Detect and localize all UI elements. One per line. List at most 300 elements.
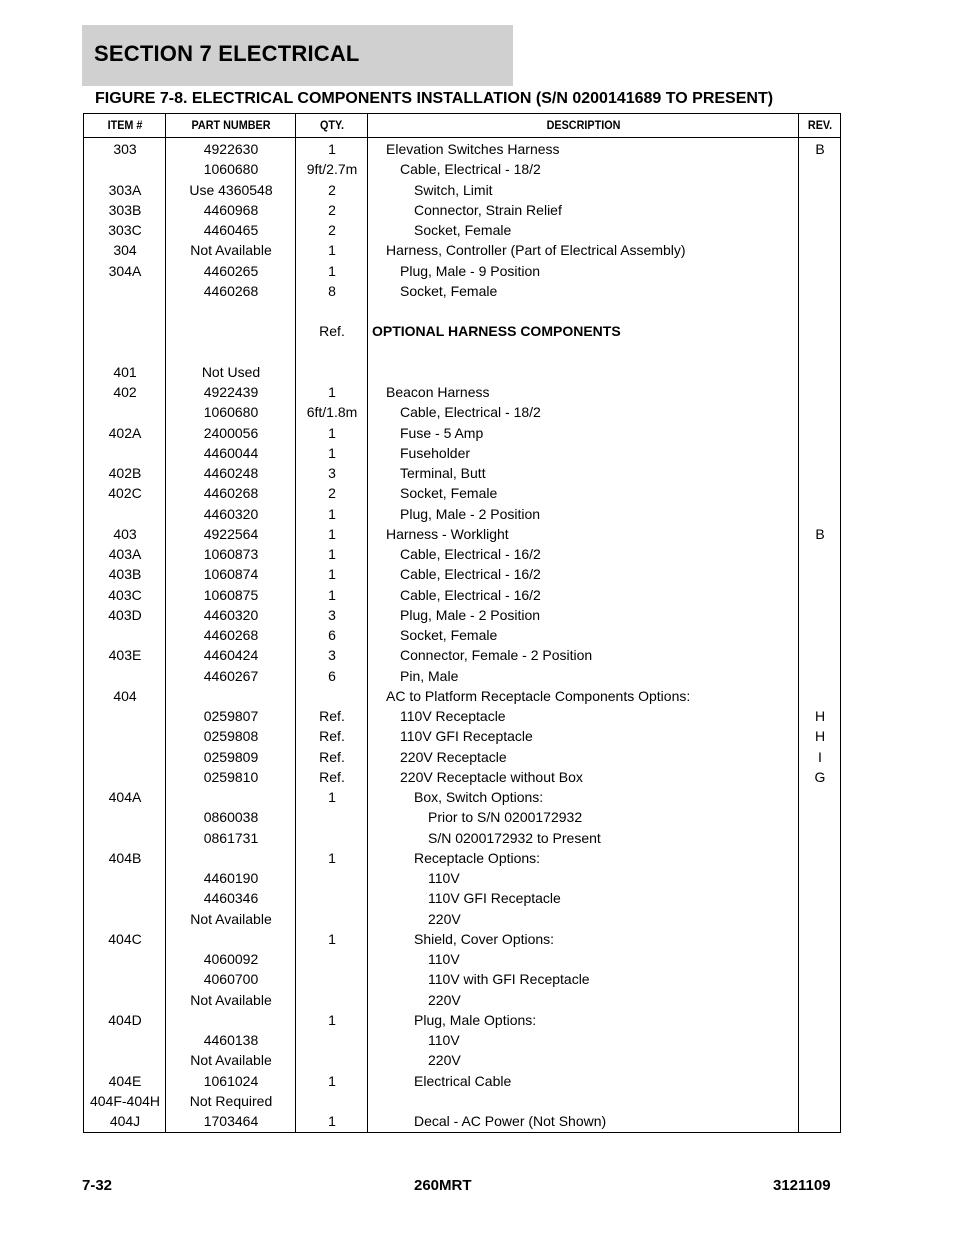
quantity: 6 bbox=[328, 627, 336, 643]
part-number bbox=[166, 787, 296, 807]
description: Harness, Controller (Part of Electrical Assembly) bbox=[386, 242, 686, 259]
description: Box, Switch Options: bbox=[414, 789, 544, 805]
quantity bbox=[296, 828, 368, 848]
part-number: 4460968 bbox=[203, 201, 259, 218]
table-row bbox=[84, 1071, 840, 1091]
quantity: 1 bbox=[328, 849, 336, 866]
part-number: Not Available bbox=[190, 1052, 272, 1069]
part-number: Use 4360548 bbox=[189, 181, 273, 198]
item-number bbox=[84, 321, 166, 341]
revision bbox=[799, 990, 841, 1010]
item-number: 403E bbox=[108, 647, 142, 664]
table-row bbox=[84, 990, 840, 1010]
description: Cable, Electrical - 18/2 bbox=[400, 161, 541, 178]
description: Prior to S/N 0200172932 bbox=[428, 809, 583, 826]
table-row bbox=[84, 220, 840, 240]
table-row bbox=[84, 504, 840, 524]
part-number: 2400056 bbox=[203, 424, 259, 441]
description: 220V bbox=[428, 1052, 461, 1069]
part-number: 1060873 bbox=[203, 546, 259, 562]
item-number: 303B bbox=[108, 201, 142, 218]
quantity bbox=[296, 868, 368, 888]
revision bbox=[799, 888, 841, 908]
revision bbox=[799, 807, 841, 827]
description: Connector, Female - 2 Position bbox=[400, 647, 593, 664]
revision bbox=[799, 402, 841, 422]
table-row bbox=[84, 645, 840, 665]
revision bbox=[799, 463, 841, 483]
item-number: 402C bbox=[108, 485, 142, 502]
table-row bbox=[84, 139, 840, 159]
description: Cable, Electrical - 16/2 bbox=[400, 546, 541, 562]
quantity bbox=[296, 1091, 368, 1111]
quantity bbox=[296, 888, 368, 908]
quantity: 3 bbox=[328, 647, 336, 664]
table-row bbox=[84, 301, 840, 321]
item-number bbox=[84, 909, 166, 929]
description: Cable, Electrical - 18/2 bbox=[400, 404, 541, 421]
part-number: 1061024 bbox=[203, 1072, 259, 1089]
quantity bbox=[296, 990, 368, 1010]
table-row bbox=[84, 342, 840, 362]
quantity: 2 bbox=[328, 181, 336, 198]
part-number: Not Required bbox=[189, 1092, 273, 1109]
table-row bbox=[84, 524, 840, 544]
table-row bbox=[84, 1050, 840, 1070]
description bbox=[368, 342, 799, 362]
item-number bbox=[84, 767, 166, 787]
table-row bbox=[84, 767, 840, 787]
quantity: 1 bbox=[328, 424, 336, 441]
item-number: 403 bbox=[113, 525, 137, 542]
part-number: 4460424 bbox=[203, 647, 259, 664]
table-row bbox=[84, 747, 840, 767]
revision bbox=[799, 686, 841, 706]
quantity: Ref. bbox=[319, 748, 345, 765]
description: Fuse - 5 Amp bbox=[400, 424, 484, 441]
description: Beacon Harness bbox=[386, 384, 490, 400]
revision bbox=[799, 929, 841, 949]
quantity: 2 bbox=[328, 485, 336, 502]
revision bbox=[799, 504, 841, 524]
part-number bbox=[166, 1010, 296, 1030]
item-number: 404 bbox=[113, 687, 137, 704]
item-number: 304A bbox=[108, 262, 142, 279]
part-number: 4460248 bbox=[203, 465, 259, 481]
item-number bbox=[84, 443, 166, 463]
description: Electrical Cable bbox=[414, 1072, 512, 1089]
item-number: 303C bbox=[108, 222, 142, 238]
item-number: 403C bbox=[108, 586, 142, 603]
description: 220V bbox=[428, 991, 461, 1008]
table-row bbox=[84, 281, 840, 301]
quantity: 1 bbox=[328, 546, 336, 562]
quantity: Ref. bbox=[319, 708, 345, 724]
description: Receptacle Options: bbox=[414, 849, 541, 866]
item-number bbox=[84, 1050, 166, 1070]
description: Socket, Female bbox=[400, 627, 498, 643]
table-row bbox=[84, 544, 840, 564]
part-number: 4922439 bbox=[203, 384, 259, 400]
revision bbox=[799, 544, 841, 564]
description: Switch, Limit bbox=[414, 181, 493, 198]
item-number: 303A bbox=[108, 181, 142, 198]
item-number bbox=[84, 159, 166, 179]
revision bbox=[799, 787, 841, 807]
description: Shield, Cover Options: bbox=[414, 930, 555, 947]
description: Decal - AC Power (Not Shown) bbox=[414, 1113, 607, 1129]
table-row bbox=[84, 240, 840, 260]
part-number: 4060092 bbox=[203, 951, 259, 967]
description: Connector, Strain Relief bbox=[414, 201, 562, 218]
description: Plug, Male Options: bbox=[414, 1011, 537, 1028]
revision bbox=[799, 949, 841, 969]
part-number: 4460465 bbox=[203, 222, 259, 238]
description: Socket, Female bbox=[400, 282, 498, 299]
item-number bbox=[84, 1030, 166, 1050]
table-row bbox=[84, 200, 840, 220]
table-row bbox=[84, 828, 840, 848]
revision bbox=[799, 200, 841, 220]
table-row bbox=[84, 929, 840, 949]
footer-document-number: 3121109 bbox=[773, 1177, 831, 1194]
revision bbox=[799, 1091, 841, 1111]
item-number bbox=[84, 625, 166, 645]
quantity: 1 bbox=[328, 505, 336, 522]
revision: H bbox=[814, 708, 826, 724]
revision bbox=[799, 220, 841, 240]
table-row bbox=[84, 666, 840, 686]
revision bbox=[799, 1030, 841, 1050]
parts-table bbox=[83, 113, 841, 1133]
quantity bbox=[296, 909, 368, 929]
table-row bbox=[84, 1091, 840, 1111]
table-row bbox=[84, 787, 840, 807]
part-number: 4922630 bbox=[203, 141, 259, 157]
revision bbox=[799, 625, 841, 645]
revision bbox=[799, 666, 841, 686]
item-number bbox=[84, 990, 166, 1010]
table-row bbox=[84, 706, 840, 726]
header-description: DESCRIPTION bbox=[546, 118, 621, 132]
table-row bbox=[84, 949, 840, 969]
quantity: 9ft/2.7m bbox=[306, 161, 358, 178]
description: 110V Receptacle bbox=[400, 708, 506, 724]
item-number: 404A bbox=[108, 789, 142, 805]
part-number: 0861731 bbox=[203, 829, 259, 846]
quantity: 1 bbox=[328, 1011, 336, 1028]
quantity bbox=[296, 1030, 368, 1050]
item-number bbox=[84, 504, 166, 524]
quantity bbox=[296, 807, 368, 827]
table-row bbox=[84, 726, 840, 746]
quantity: Ref. bbox=[319, 323, 345, 340]
item-number bbox=[84, 747, 166, 767]
description: 220V bbox=[428, 910, 461, 927]
description: Plug, Male - 2 Position bbox=[400, 505, 541, 522]
revision bbox=[799, 868, 841, 888]
part-number: 0860038 bbox=[203, 809, 259, 826]
item-number: 403B bbox=[108, 566, 142, 583]
quantity: 8 bbox=[328, 282, 336, 299]
footer-page-number: 7-32 bbox=[82, 1177, 113, 1194]
quantity bbox=[296, 1050, 368, 1070]
item-number: 403A bbox=[108, 546, 142, 562]
revision bbox=[799, 909, 841, 929]
item-number bbox=[84, 281, 166, 301]
description: 110V with GFI Receptacle bbox=[428, 971, 590, 988]
table-row bbox=[84, 1010, 840, 1030]
part-number: 0259809 bbox=[203, 748, 259, 765]
part-number: 4922564 bbox=[203, 525, 259, 542]
part-number: 4460320 bbox=[203, 505, 259, 522]
revision bbox=[799, 483, 841, 503]
quantity: 2 bbox=[328, 222, 336, 238]
revision bbox=[799, 382, 841, 402]
quantity: 1 bbox=[328, 1072, 336, 1089]
part-number: 4460044 bbox=[203, 444, 259, 461]
part-number bbox=[166, 301, 296, 321]
item-number: 404B bbox=[108, 849, 142, 866]
quantity: 1 bbox=[328, 141, 336, 157]
table-row bbox=[84, 261, 840, 281]
part-number: 4460190 bbox=[203, 870, 259, 886]
item-number bbox=[84, 949, 166, 969]
part-number: 4460138 bbox=[203, 1032, 259, 1048]
item-number bbox=[84, 342, 166, 362]
description: Cable, Electrical - 16/2 bbox=[400, 586, 541, 603]
revision bbox=[799, 180, 841, 200]
quantity: 2 bbox=[328, 201, 336, 218]
table-row bbox=[84, 888, 840, 908]
table-row bbox=[84, 686, 840, 706]
item-number bbox=[84, 666, 166, 686]
description: Pin, Male bbox=[400, 667, 459, 684]
table-row bbox=[84, 382, 840, 402]
description: 110V GFI Receptacle bbox=[400, 728, 533, 745]
item-number bbox=[84, 706, 166, 726]
item-number: 404F-404H bbox=[89, 1092, 161, 1109]
part-number: 4060700 bbox=[203, 971, 259, 988]
part-number: 4460268 bbox=[203, 282, 259, 299]
description: Socket, Female bbox=[414, 222, 512, 238]
part-number: 4460268 bbox=[203, 627, 259, 643]
quantity: 1 bbox=[328, 384, 336, 400]
part-number: Not Available bbox=[190, 991, 272, 1008]
header-item: ITEM # bbox=[107, 118, 143, 132]
figure-title: FIGURE 7-8. ELECTRICAL COMPONENTS INSTALLATION (S/N 0200141689 TO PRESENT) bbox=[95, 90, 774, 107]
item-number: 401 bbox=[113, 363, 137, 380]
item-number bbox=[84, 807, 166, 827]
quantity: 3 bbox=[328, 606, 336, 623]
table-row bbox=[84, 443, 840, 463]
item-number bbox=[84, 301, 166, 321]
part-number: 0259810 bbox=[203, 768, 259, 785]
quantity: 1 bbox=[328, 1113, 336, 1129]
revision bbox=[799, 564, 841, 584]
description: 110V bbox=[428, 870, 460, 886]
table-row bbox=[84, 625, 840, 645]
description: 110V bbox=[428, 951, 460, 967]
section-banner bbox=[82, 25, 513, 86]
table-row bbox=[84, 585, 840, 605]
quantity bbox=[296, 301, 368, 321]
table-row bbox=[84, 463, 840, 483]
quantity: 1 bbox=[328, 242, 336, 259]
table-row bbox=[84, 483, 840, 503]
quantity: 3 bbox=[328, 465, 336, 481]
item-number: 402 bbox=[113, 384, 137, 400]
revision bbox=[799, 362, 841, 382]
revision bbox=[799, 423, 841, 443]
table-row bbox=[84, 1111, 840, 1131]
quantity: 6ft/1.8m bbox=[306, 404, 358, 421]
description: 220V Receptacle bbox=[400, 748, 507, 765]
footer-model: 260MRT bbox=[414, 1177, 472, 1194]
table-row bbox=[84, 362, 840, 382]
revision bbox=[799, 443, 841, 463]
quantity bbox=[296, 342, 368, 362]
description: Plug, Male - 2 Position bbox=[400, 606, 541, 623]
item-number bbox=[84, 726, 166, 746]
revision bbox=[799, 159, 841, 179]
item-number bbox=[84, 402, 166, 422]
item-number: 404J bbox=[109, 1113, 141, 1129]
item-number: 404D bbox=[108, 1011, 142, 1028]
item-number bbox=[84, 888, 166, 908]
part-number: Not Available bbox=[190, 242, 272, 259]
table-row bbox=[84, 807, 840, 827]
item-number: 402A bbox=[108, 424, 142, 441]
revision bbox=[799, 342, 841, 362]
part-number bbox=[166, 686, 296, 706]
revision: B bbox=[815, 525, 825, 542]
description bbox=[368, 1091, 799, 1111]
quantity: 1 bbox=[328, 444, 336, 461]
quantity: 1 bbox=[328, 930, 336, 947]
table-row bbox=[84, 868, 840, 888]
part-number bbox=[166, 929, 296, 949]
quantity bbox=[296, 949, 368, 969]
revision bbox=[799, 1111, 841, 1131]
header-rev: REV. bbox=[807, 118, 833, 132]
part-number: 1060875 bbox=[203, 586, 259, 603]
revision bbox=[799, 585, 841, 605]
revision bbox=[799, 605, 841, 625]
description: Harness - Worklight bbox=[386, 525, 509, 542]
quantity: 6 bbox=[328, 667, 336, 684]
part-number: 4460346 bbox=[203, 890, 259, 907]
description: AC to Platform Receptacle Components Options: bbox=[386, 687, 691, 704]
description bbox=[368, 301, 799, 321]
item-number: 403D bbox=[108, 606, 142, 623]
description: S/N 0200172932 to Present bbox=[428, 829, 601, 846]
revision bbox=[799, 828, 841, 848]
part-number: 1060680 bbox=[203, 404, 259, 421]
part-number: Not Used bbox=[201, 363, 261, 380]
part-number: 1060680 bbox=[203, 161, 259, 178]
item-number: 402B bbox=[108, 465, 142, 481]
header-divider bbox=[84, 137, 840, 138]
item-number bbox=[84, 828, 166, 848]
description: Socket, Female bbox=[400, 485, 498, 502]
quantity: 1 bbox=[328, 525, 336, 542]
quantity: Ref. bbox=[319, 768, 345, 785]
table-row bbox=[84, 848, 840, 868]
part-number: 1060874 bbox=[203, 566, 259, 583]
part-number: 0259807 bbox=[203, 708, 259, 724]
part-number: Not Available bbox=[190, 910, 272, 927]
quantity bbox=[296, 969, 368, 989]
item-number bbox=[84, 868, 166, 888]
description: Fuseholder bbox=[400, 444, 471, 461]
table-row bbox=[84, 423, 840, 443]
revision bbox=[799, 281, 841, 301]
description: Terminal, Butt bbox=[400, 465, 486, 481]
quantity: 1 bbox=[328, 566, 336, 583]
part-number: 4460320 bbox=[203, 606, 259, 623]
table-row bbox=[84, 159, 840, 179]
table-row bbox=[84, 180, 840, 200]
revision: H bbox=[814, 728, 826, 745]
table-row bbox=[84, 1030, 840, 1050]
item-number: 304 bbox=[113, 242, 137, 259]
revision bbox=[799, 1010, 841, 1030]
quantity: 1 bbox=[328, 789, 336, 805]
quantity: 1 bbox=[328, 586, 336, 603]
description: 220V Receptacle without Box bbox=[400, 768, 583, 785]
table-row bbox=[84, 564, 840, 584]
revision: B bbox=[815, 141, 825, 157]
part-number bbox=[166, 321, 296, 341]
description: 110V GFI Receptacle bbox=[428, 890, 561, 907]
description: Cable, Electrical - 16/2 bbox=[400, 566, 541, 583]
revision bbox=[799, 321, 841, 341]
quantity bbox=[296, 362, 368, 382]
table-row bbox=[84, 969, 840, 989]
part-number bbox=[166, 342, 296, 362]
quantity: 1 bbox=[328, 262, 336, 279]
description: Plug, Male - 9 Position bbox=[400, 262, 541, 279]
revision bbox=[799, 1050, 841, 1070]
revision bbox=[799, 645, 841, 665]
description: Elevation Switches Harness bbox=[386, 141, 560, 157]
revision bbox=[799, 1071, 841, 1091]
revision bbox=[799, 848, 841, 868]
header-part-number: PART NUMBER bbox=[191, 118, 271, 132]
part-number: 0259808 bbox=[203, 728, 259, 745]
item-number: 404E bbox=[108, 1072, 142, 1089]
description: 110V bbox=[428, 1032, 460, 1048]
part-number: 1703464 bbox=[203, 1113, 259, 1129]
part-number bbox=[166, 848, 296, 868]
table-row bbox=[84, 909, 840, 929]
part-number: 4460268 bbox=[203, 485, 259, 502]
table-row bbox=[84, 321, 840, 341]
revision: G bbox=[814, 768, 826, 785]
quantity: Ref. bbox=[319, 728, 345, 745]
description: OPTIONAL HARNESS COMPONENTS bbox=[372, 323, 621, 340]
revision bbox=[799, 301, 841, 321]
item-number: 404C bbox=[108, 930, 142, 947]
revision bbox=[799, 969, 841, 989]
part-number: 4460265 bbox=[203, 262, 259, 279]
revision bbox=[799, 240, 841, 260]
part-number: 4460267 bbox=[203, 667, 259, 684]
section-title: SECTION 7 ELECTRICAL bbox=[94, 41, 360, 66]
table-row bbox=[84, 402, 840, 422]
revision: I bbox=[818, 748, 822, 765]
